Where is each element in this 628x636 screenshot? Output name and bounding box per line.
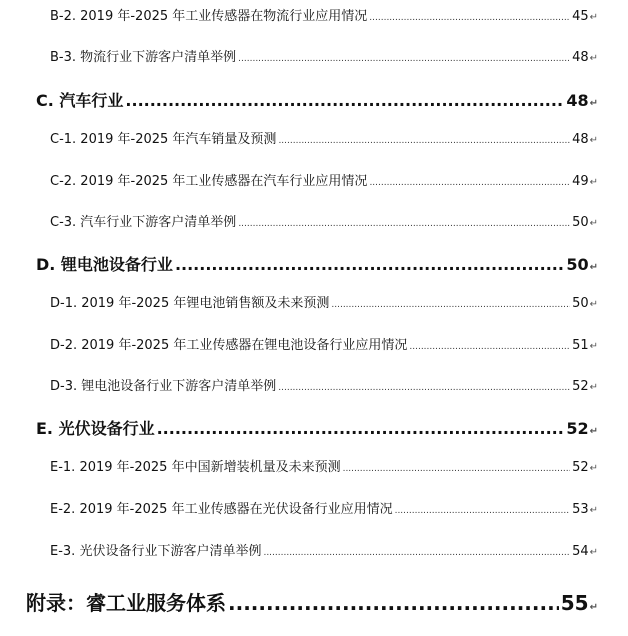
toc-page-number: 50 bbox=[572, 215, 589, 230]
toc-page-number: 45 bbox=[572, 9, 589, 24]
toc-page-number: 50 bbox=[572, 296, 589, 311]
paragraph-return-icon: ↵ bbox=[589, 135, 598, 146]
dot-leader bbox=[409, 342, 570, 352]
toc-page-number: 48 bbox=[572, 132, 589, 147]
dot-leader bbox=[343, 464, 570, 474]
dot-leader bbox=[238, 219, 570, 229]
toc-entry-e3[interactable] bbox=[50, 540, 598, 559]
dot-leader bbox=[369, 178, 570, 188]
paragraph-return-icon: ↵ bbox=[589, 53, 598, 64]
toc-entry-label: E-2. 2019 年-2025 年工业传感器在光伏设备行业应用情况 bbox=[50, 502, 393, 517]
toc-section-label: E. 光伏设备行业 bbox=[36, 419, 155, 438]
paragraph-return-icon: ↵ bbox=[589, 382, 598, 393]
paragraph-return-icon: ↵ bbox=[589, 98, 598, 109]
toc-page-number: 52 bbox=[566, 419, 589, 438]
dot-leader bbox=[175, 255, 564, 274]
toc-entry-label: C-3. 汽车行业下游客户清单举例 bbox=[50, 215, 237, 230]
dot-leader bbox=[278, 136, 570, 146]
toc-page-number: 48 bbox=[572, 50, 589, 65]
toc-appendix[interactable] bbox=[26, 587, 598, 616]
dot-leader bbox=[395, 506, 570, 516]
dot-leader bbox=[238, 54, 570, 64]
paragraph-return-icon: ↵ bbox=[589, 177, 598, 188]
toc-entry-c1[interactable] bbox=[50, 128, 598, 147]
toc-page-number: 54 bbox=[572, 544, 589, 559]
dot-leader bbox=[228, 591, 559, 615]
paragraph-return-icon: ↵ bbox=[589, 426, 598, 437]
toc-entry-b3[interactable] bbox=[50, 46, 598, 65]
dot-leader bbox=[369, 13, 570, 23]
toc-section-e[interactable] bbox=[36, 416, 598, 439]
dot-leader bbox=[157, 419, 565, 438]
paragraph-return-icon: ↵ bbox=[589, 547, 598, 558]
toc-entry-c3[interactable] bbox=[50, 211, 598, 230]
paragraph-return-icon: ↵ bbox=[589, 602, 598, 613]
toc-section-label: D. 锂电池设备行业 bbox=[36, 255, 173, 274]
paragraph-return-icon: ↵ bbox=[589, 12, 598, 23]
toc-page-number: 48 bbox=[566, 91, 589, 110]
toc-entry-e2[interactable] bbox=[50, 498, 598, 517]
toc-entry-d2[interactable] bbox=[50, 334, 598, 353]
toc-page-number: 55 bbox=[560, 591, 589, 615]
toc-entry-label: E-1. 2019 年-2025 年中国新增装机量及未来预测 bbox=[50, 460, 341, 475]
toc-entry-b2[interactable] bbox=[50, 5, 598, 24]
paragraph-return-icon: ↵ bbox=[589, 218, 598, 229]
toc-entry-c2[interactable] bbox=[50, 170, 598, 189]
dot-leader bbox=[331, 300, 570, 310]
toc-page-number: 50 bbox=[566, 255, 589, 274]
toc-page-number: 53 bbox=[572, 502, 589, 517]
dot-leader bbox=[278, 383, 570, 393]
toc-appendix-label: 附录：睿工业服务体系 bbox=[26, 591, 226, 615]
toc-entry-label: D-3. 锂电池设备行业下游客户清单举例 bbox=[50, 379, 277, 394]
dot-leader bbox=[263, 548, 570, 558]
toc-entry-label: D-1. 2019 年-2025 年锂电池销售额及未来预测 bbox=[50, 296, 330, 311]
toc-section-label: C. 汽车行业 bbox=[36, 91, 124, 110]
toc-section-d[interactable] bbox=[36, 252, 598, 275]
toc-entry-d3[interactable] bbox=[50, 375, 598, 394]
toc-page-number: 52 bbox=[572, 460, 589, 475]
toc-entry-e1[interactable] bbox=[50, 456, 598, 475]
toc-section-c[interactable] bbox=[36, 88, 598, 111]
toc-entry-d1[interactable] bbox=[50, 292, 598, 311]
paragraph-return-icon: ↵ bbox=[589, 341, 598, 352]
toc-entry-label: B-3. 物流行业下游客户清单举例 bbox=[50, 50, 237, 65]
toc-entry-label: D-2. 2019 年-2025 年工业传感器在锂电池设备行业应用情况 bbox=[50, 338, 408, 353]
toc-page-number: 51 bbox=[572, 338, 589, 353]
toc-entry-label: C-2. 2019 年-2025 年工业传感器在汽车行业应用情况 bbox=[50, 174, 368, 189]
toc-entry-label: B-2. 2019 年-2025 年工业传感器在物流行业应用情况 bbox=[50, 9, 368, 24]
paragraph-return-icon: ↵ bbox=[589, 262, 598, 273]
toc-entry-label: E-3. 光伏设备行业下游客户清单举例 bbox=[50, 544, 262, 559]
toc-page-number: 52 bbox=[572, 379, 589, 394]
paragraph-return-icon: ↵ bbox=[589, 299, 598, 310]
paragraph-return-icon: ↵ bbox=[589, 505, 598, 516]
paragraph-return-icon: ↵ bbox=[589, 463, 598, 474]
dot-leader bbox=[125, 91, 564, 110]
toc-entry-label: C-1. 2019 年-2025 年汽车销量及预测 bbox=[50, 132, 277, 147]
toc-page-number: 49 bbox=[572, 174, 589, 189]
